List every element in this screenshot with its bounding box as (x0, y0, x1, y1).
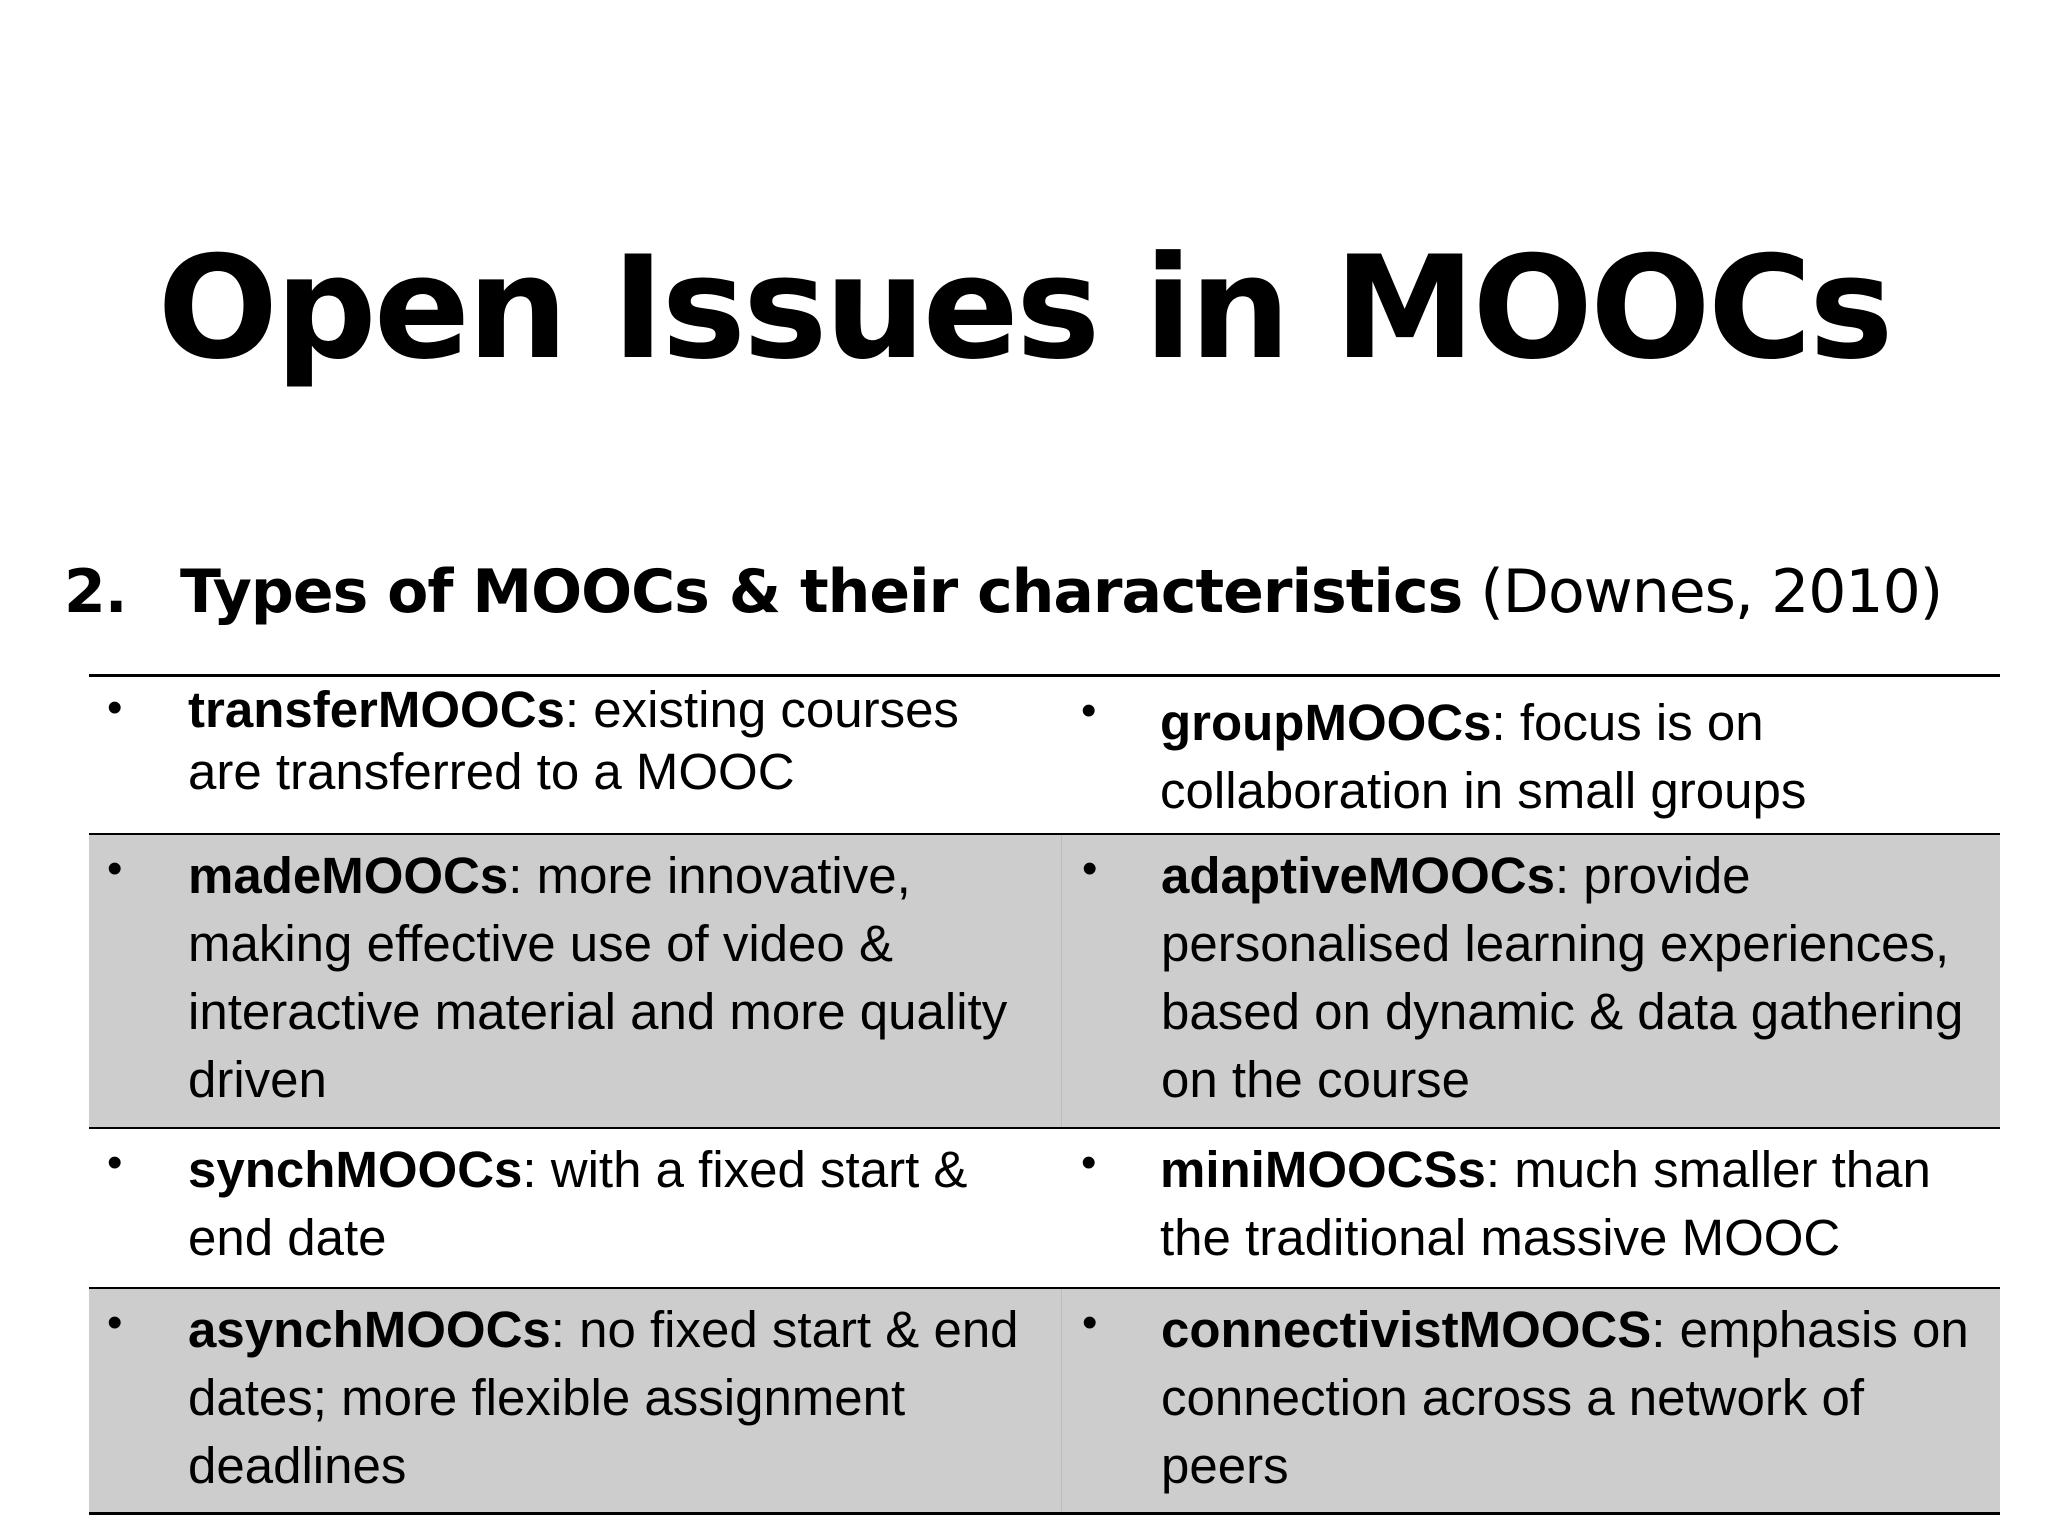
bullet-icon: • (107, 1298, 123, 1347)
mooc-type-term: groupMOOCs (1160, 694, 1492, 751)
table-row (89, 1287, 2000, 1512)
table-row (89, 833, 2000, 1127)
table-row (89, 677, 2000, 833)
mooc-type-term: asynchMOOCs (188, 1301, 551, 1358)
mooc-type-description: : much smaller than the traditional massive MOOC (1160, 1141, 1931, 1266)
table-cell-asynch-moocs (89, 1289, 1061, 1512)
mooc-type-description: : more innovative, making effective use of video & interactive material and more quality driven (188, 847, 1008, 1108)
mooc-type-description: : emphasis on connection across a network of peers (1161, 1301, 1969, 1494)
table-cell-synch-moocs (89, 1129, 1061, 1287)
table-cell-mini-moocs (1061, 1129, 2000, 1287)
mooc-type-term: synchMOOCs (188, 1141, 523, 1198)
table-cell-transfer-moocs (89, 677, 1061, 833)
mooc-type-description: : provide personalised learning experiences, based on dynamic & data gathering on the course (1161, 847, 1964, 1108)
bullet-icon: • (107, 1138, 123, 1187)
mooc-type-description: : no fixed start & end dates; more flexible assignment deadlines (188, 1301, 1019, 1494)
table-cell-adaptive-moocs (1061, 835, 2000, 1127)
bullet-icon: • (1082, 1298, 1098, 1347)
slide-title: Open Issues in MOOCs (157, 226, 1891, 391)
mooc-type-term: transferMOOCs (188, 681, 565, 738)
mooc-type-term: madeMOOCs (188, 847, 509, 904)
bullet-icon: • (1082, 844, 1098, 893)
bullet-icon: • (107, 844, 123, 893)
table-cell-connectivist-moocs (1061, 1289, 2000, 1512)
bullet-icon: • (107, 683, 123, 732)
mooc-type-description: : with a fixed start & end date (188, 1141, 968, 1266)
bullet-icon: • (1081, 1138, 1097, 1187)
table-cell-group-moocs (1061, 677, 2000, 833)
section-heading-text: Types of MOOCs & their characteristics (180, 557, 1463, 627)
mooc-type-description: : focus is on collaboration in small groups (1160, 694, 1807, 819)
mooc-type-description: : existing courses are transferred to a MOOC (188, 681, 959, 800)
section-citation: (Downes, 2010) (1480, 557, 1943, 627)
table-cell-made-moocs (89, 835, 1061, 1127)
bullet-icon: • (1081, 686, 1097, 735)
section-number: 2. (64, 557, 127, 627)
table-row (89, 1127, 2000, 1287)
mooc-type-term: adaptiveMOOCs (1161, 847, 1555, 904)
mooc-types-table (89, 674, 2000, 1515)
mooc-type-term: miniMOOCSs (1160, 1141, 1486, 1198)
mooc-type-term: connectivistMOOCS (1161, 1301, 1652, 1358)
section-heading (64, 557, 2024, 627)
